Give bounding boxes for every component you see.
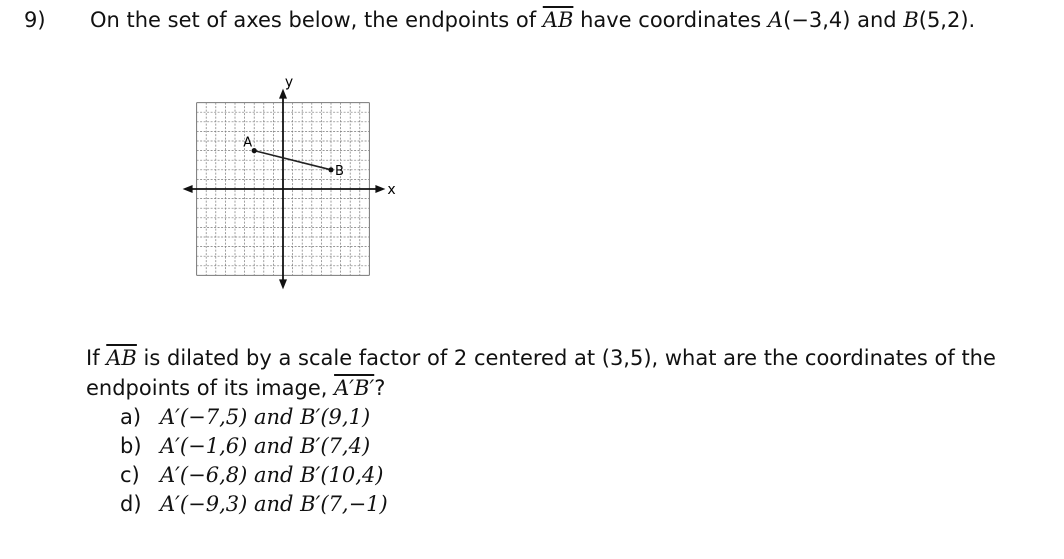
stem-text-3: and: [850, 8, 904, 32]
point-a-coords: (−3,4): [783, 8, 851, 32]
prompt-image-segment: A′B′: [334, 376, 375, 400]
point-a-label: A: [243, 135, 253, 151]
prompt-text-1: If: [86, 346, 107, 370]
prompt-text-3: endpoints of its image,: [86, 376, 335, 400]
stem-text-2: have coordinates: [573, 8, 768, 32]
stem-text-1: On the set of axes below, the endpoints of: [90, 8, 543, 32]
prompt-text-4: ?: [374, 376, 386, 400]
point-b-coords: (5,2).: [918, 8, 976, 32]
choice-text: A′(−6,8) and B′(10,4): [160, 463, 384, 487]
choice-text: A′(−7,5) and B′(9,1): [160, 405, 371, 429]
choice-letter: d): [120, 492, 142, 516]
y-axis-arrow-down: [279, 279, 287, 289]
choice-a[interactable]: [120, 403, 388, 432]
choice-c[interactable]: [120, 461, 388, 490]
choice-b[interactable]: [120, 432, 388, 461]
segment-ab: $\overline{AB}$: [542, 8, 574, 32]
question-prompt: [86, 343, 996, 403]
choice-letter: c): [120, 463, 140, 487]
choice-letter: b): [120, 434, 142, 458]
prompt-line-2: [86, 373, 996, 403]
prompt-line-1: [86, 343, 996, 373]
point-b-label: B: [335, 163, 344, 179]
axes: [183, 89, 386, 290]
choice-text: A′(−9,3) and B′(7,−1): [160, 492, 388, 516]
choice-text: A′(−1,6) and B′(7,4): [160, 434, 371, 458]
answer-choices: [120, 403, 388, 519]
x-axis-arrow-left: [183, 185, 193, 193]
prompt-text-2: is dilated by a scale factor of 2 centered at (3,5), what are the coordinates of the: [136, 346, 996, 370]
choice-d[interactable]: [120, 490, 388, 519]
x-axis-arrow-right: [375, 185, 385, 193]
question-number: 9): [24, 8, 46, 32]
choice-letter: a): [120, 405, 142, 429]
prompt-segment-ab: $\overline{AB}$: [106, 346, 137, 370]
point-a-dot: [252, 148, 257, 153]
point-b-name: B: [903, 8, 919, 32]
point-a-name: A: [767, 8, 784, 32]
x-axis-label: x: [387, 182, 396, 198]
y-axis-label: y: [284, 74, 294, 91]
point-b-dot: [328, 167, 333, 172]
